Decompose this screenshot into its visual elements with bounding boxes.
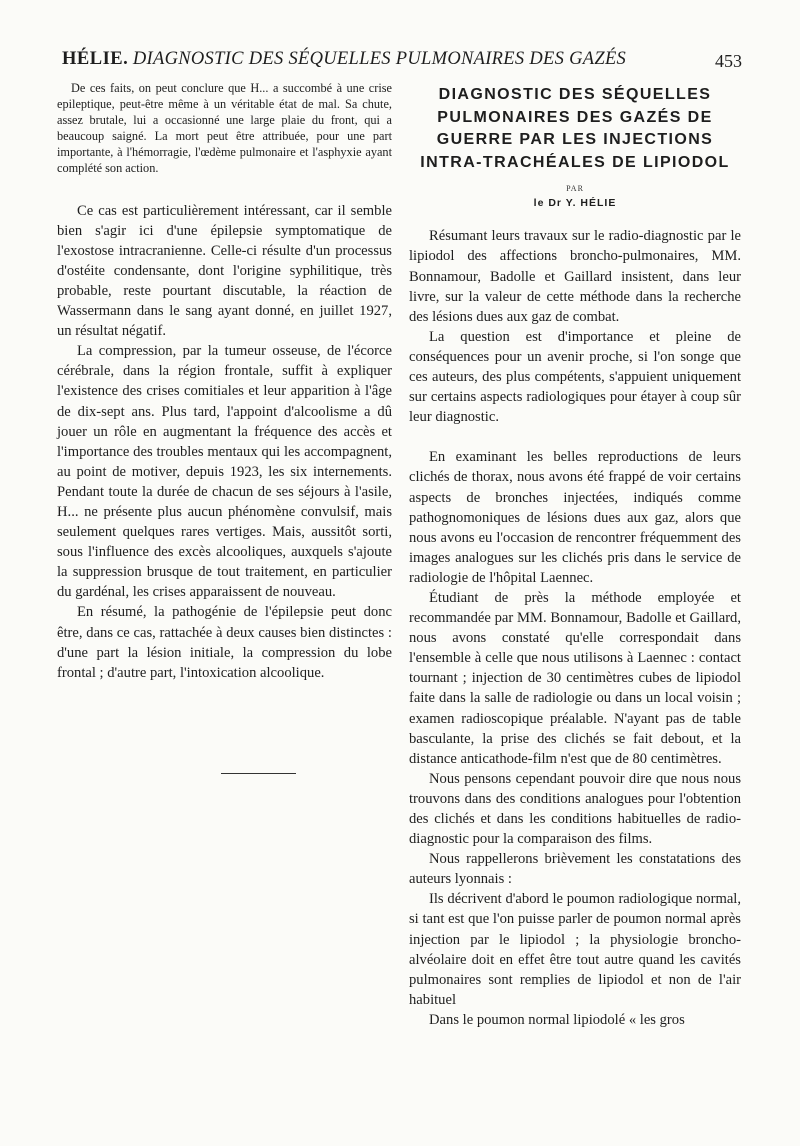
running-head-author: HÉLIE. — [62, 49, 129, 69]
paragraph: Nous rappellerons brièvement les constatations des auteurs lyonnais : — [409, 851, 741, 888]
article-title: DIAGNOSTIC DES SÉQUELLES PULMONAIRES DES GAZÉS DE GUERRE PAR LES INJECTIONS INTRA-TRACHÉALES DE LIPIODOL — [420, 86, 730, 171]
running-head — [62, 48, 742, 70]
section-end-rule — [221, 773, 296, 774]
right-body — [409, 226, 741, 1030]
paragraph: Étudiant de près la méthode employée et recommandée par MM. Bonnamour, Badolle et Gaillard, nous avons constaté qu'elle correspondait dans l'ensemble à celle que nous utilisons à Laennec : contact tournant ; injection de 30 centimètres cubes de lipiodol faite dans la salle de radiologie ou dans un local voisin ; examen radioscopique préalable. N'ayant pas de table basculante, la prise des clichés se fait debout, et la distance anticathode-film n'est que de 80 centimètres. — [409, 589, 741, 767]
paragraph: La question est d'importance et pleine de conséquences pour un avenir proche, si l'on songe que ces auteurs, des plus compétents, s'appuient uniquement sur certains aspects radiologiques pour étayer à coup sûr leur diagnostic. — [409, 328, 741, 426]
byline: le Dr Y. HÉLIE — [533, 197, 617, 210]
paragraph: Ils décrivent d'abord le poumon radiologique normal, si tant est que l'on puisse parler de poumon normal après injection par le lipiodol ; la physiologie broncho-alvéolaire doit en effet être tout autre quand les cavités pulmonaires sont remplies de lipiodol et non de l'air habituel — [409, 891, 741, 1008]
paragraph: Nous pensons cependant pouvoir dire que nous nous trouvons dans des conditions analogues pour l'obtention des clichés et dans les conditions habituelles de radio-diagnostic pour la comparaison des films. — [409, 770, 741, 848]
page-number: 453 — [715, 51, 742, 71]
running-head-title: DIAGNOSTIC DES SÉQUELLES PULMONAIRES DES GAZÉS — [132, 49, 627, 69]
paragraph: En résumé, la pathogénie de l'épilepsie peut donc être, dans ce cas, rattachée à deux causes bien distinctes : d'une part la lésion initiale, la compression du lobe frontal ; d'autre part, l'intoxication alcoolique. — [57, 604, 392, 681]
paragraph: Ce cas est particulièrement intéressant, car il semble bien s'agir ici d'une épilepsie symptomatique de l'exostose intracranienne. Celle-ci résulte d'un processus d'ostéite condensante, dont l'origine syphilitique, très probable, reste pourtant discutable, la réaction de Wassermann dans le sang ayant donné, en juillet 1927, un résultat négatif. — [57, 202, 392, 340]
par-label: PAR — [566, 184, 584, 194]
paragraph: Résumant leurs travaux sur le radio-diagnostic par le lipiodol des affections broncho-pulmonaires, MM. Bonnamour, Badolle et Gaillard insistent, dans leur livre, sur la valeur de cette méthode dans la recherche des lésions dues aux gaz de combat. — [409, 228, 741, 325]
left-column — [57, 80, 392, 683]
right-column — [409, 80, 741, 1030]
paragraph: Dans le poumon normal lipiodolé « les gros — [429, 1011, 685, 1028]
left-body — [57, 201, 392, 683]
paragraph: La compression, par la tumeur osseuse, de l'écorce cérébrale, dans la région frontale, suffit à expliquer l'existence des crises comitiales et leur apparition à l'âge de dix-sept ans. Plus tard, l'appoint d'alcoolisme a dû jouer un rôle en augmentant la fréquence des accès et l'importance des troubles mentaux qui les accompagnent, au point de motiver, depuis 1923, les six internements. Pendant toute la durée de chacun de ses séjours à l'asile, H... ne présente plus aucun phénomène convulsif, mais seulement quelques rares vertiges. Mais, aussitôt sorti, sous l'influence des excès alcooliques, auxquels s'ajoute la suppression brusque de tout traitement, en particulier du gardénal, les crises apparaissent de nouveau. — [57, 343, 392, 601]
paragraph: En examinant les belles reproductions de leurs clichés de thorax, nous avons été frappé de voir certains aspects de bronches injectées, indiqués comme pathognomoniques de lésions dues aux gaz, alors que nous avons eu l'occasion de rencontrer fréquemment des images analogues sur les clichés pris dans le service de radiologie de l'hôpital Laennec. — [409, 449, 741, 586]
case-note: De ces faits, on peut conclure que H... a succombé à une crise epileptique, peut-être même à un véritable état de mal. Sa chute, assez brutale, lui a occasionné une large plaie du front, qui a beaucoup saigné. La mort peut être attribuée, pour une part importante, à l'hémorragie, l'œdème pulmonaire et l'asphyxie ayant complété son action. — [57, 81, 392, 176]
